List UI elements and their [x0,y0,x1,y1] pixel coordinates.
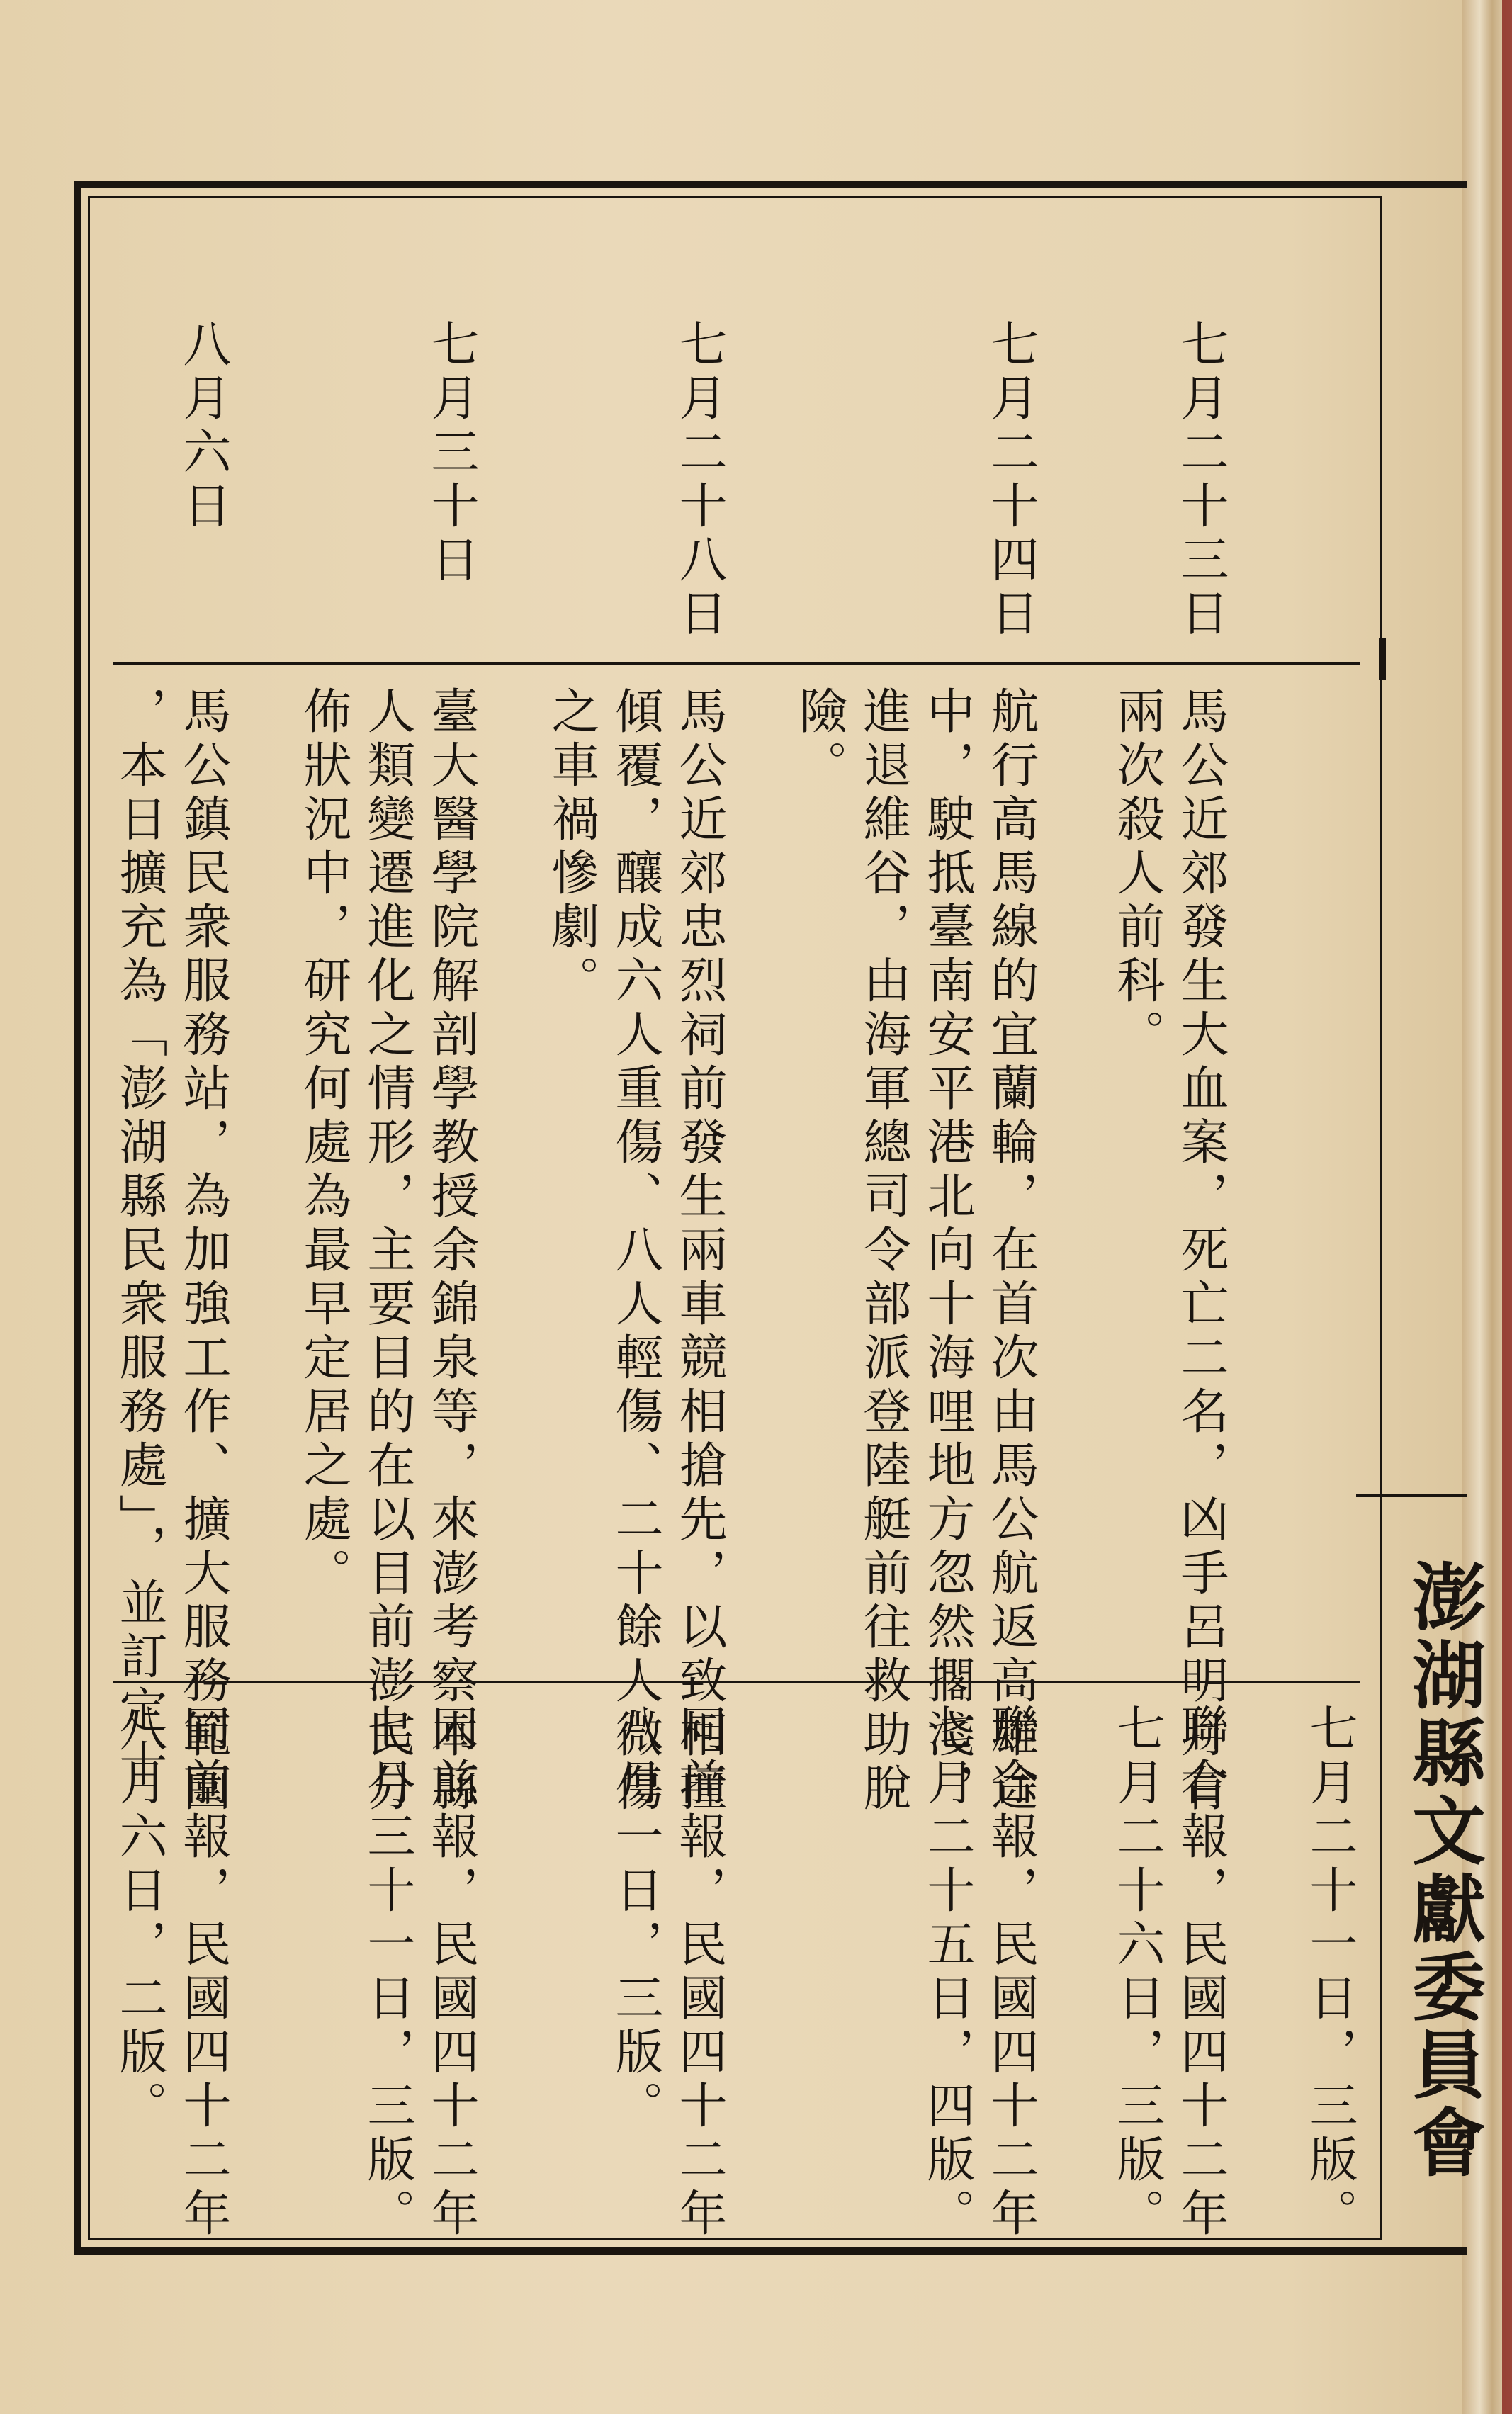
entry-date: 七月三十日 [423,319,479,588]
source-line: 八月一日，三版。 [607,1703,663,2134]
entry-event-line: 馬公鎮民衆服務站，為加強工作、擴大服務範圍 [175,686,231,1817]
entry-event-line: 進退維谷，由海軍總司令部派登陸艇前往救助脫 [855,686,911,1817]
entry-date: 七月二十四日 [983,319,1039,642]
entry-event-line: 中，駛抵臺南安平港北向十海哩地方忽然擱淺， [919,686,975,1817]
entry-date: 七月二十三日 [1173,319,1229,642]
column-divider-date [113,662,1360,665]
source-line: 八月六日，二版。 [111,1703,167,2134]
source-line: 同前報，民國四十二年 [423,1703,479,2242]
entry-event-line: 險。 [791,686,847,794]
book-spine-edge [1502,0,1512,2414]
margin-tick [1379,638,1386,680]
entry-event-line: 馬公近郊發生大血案，死亡二名，凶手呂明月有 [1173,686,1229,1817]
entry-event-line: ，本日擴充為「澎湖縣民衆服務處」，並訂定十 [111,686,167,1793]
source-line: 七月二十一日，三版。 [1302,1703,1358,2242]
source-line: 七月二十六日，三版。 [1109,1703,1165,2242]
entry-event-line: 傾覆，釀成六人重傷、八人輕傷、二十餘人微傷 [607,686,663,1817]
entry-event-line: 之車禍慘劇。 [543,686,599,1009]
source-line: 聯合報，民國四十二年 [983,1703,1039,2242]
entry-event-line: 馬公近郊忠烈祠前發生兩車競相搶先，以致相撞 [671,686,727,1817]
entry-event-line: 佈狀況中，研究何處為最早定居之處。 [295,686,351,1601]
entry-event-line: 臺大醫學院解剖學教授余錦泉等，來澎考察本縣 [423,686,479,1817]
header-divider [1356,1494,1467,1497]
source-line: 七月二十五日，四版。 [919,1703,975,2242]
page-header-title: 澎湖縣文獻委員會 [1399,1559,1486,2182]
source-line: 同前報，民國四十二年 [671,1703,727,2242]
source-line: 七月三十一日，三版。 [359,1703,415,2242]
entry-event-line: 人類變遷進化之情形，主要目的在以目前澎民分 [359,686,415,1817]
source-line: 同前報，民國四十二年 [175,1703,231,2242]
entry-event-line: 航行高馬線的宜蘭輪，在首次由馬公航返高雄途 [983,686,1039,1817]
entry-event-line: 兩次殺人前科。 [1109,686,1165,1063]
entry-date: 七月二十八日 [671,319,727,642]
source-line: 聯合報，民國四十二年 [1173,1703,1229,2242]
entry-date: 八月六日 [175,319,231,534]
